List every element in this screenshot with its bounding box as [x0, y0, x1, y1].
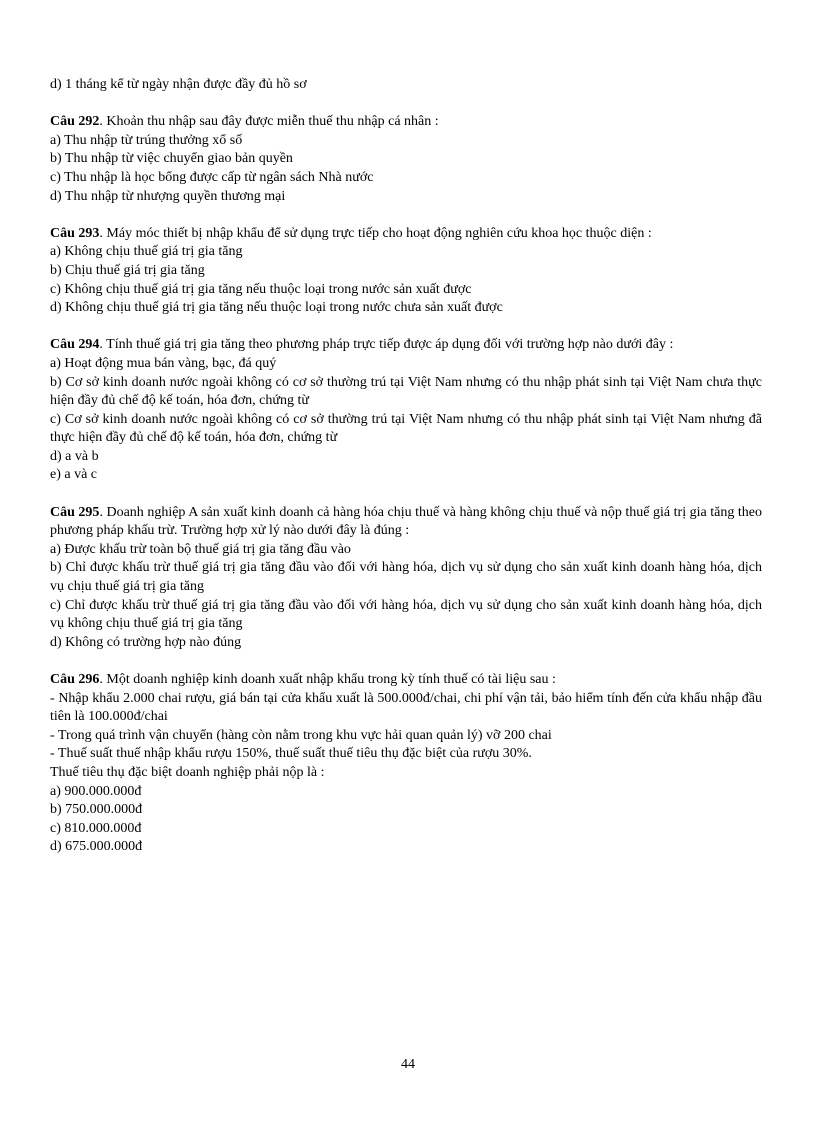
question-text: . Doanh nghiệp A sản xuất kinh doanh cả hàng hóa chịu thuế và hàng không chịu thuế và nộp thuế giá trị gia tăng theo phương pháp khấu trừ. Trường hợp xử lý nào dưới đây là đúng :: [50, 504, 762, 539]
answer-option: d) Không chịu thuế giá trị gia tăng nếu thuộc loại trong nước chưa sản xuất được: [50, 300, 503, 316]
question-detail: - Nhập khẩu 2.000 chai rượu, giá bán tại cửa khẩu xuất là 500.000đ/chai, chi phí vận tải, bảo hiểm tính đến cửa khẩu nhập đầu tiên là 100.000đ/chai: [50, 690, 762, 725]
question-stem: [50, 671, 762, 690]
question-stem: [50, 113, 762, 132]
question-number: Câu 293: [50, 225, 100, 241]
question-number: Câu 295: [50, 504, 100, 520]
answer-option: e) a và c: [50, 467, 98, 483]
question-number: Câu 292: [50, 114, 100, 130]
answer-option: a) Thu nhập từ trúng thưởng xổ số: [50, 132, 243, 148]
question-text: . Máy móc thiết bị nhập khẩu để sử dụng trực tiếp cho hoạt động nghiên cứu khoa học thuộc diện :: [99, 225, 652, 241]
question-294: [50, 336, 762, 485]
answer-option: a) Hoạt động mua bán vàng, bạc, đá quý: [50, 355, 277, 371]
answer-option: b) 750.000.000đ: [50, 802, 143, 818]
leading-answer-line: d) 1 tháng kể từ ngày nhận được đầy đủ hồ sơ: [50, 77, 307, 92]
page-content: [50, 76, 762, 876]
question-detail: - Thuế suất thuế nhập khẩu rượu 150%, thuế suất thuế tiêu thụ đặc biệt của rượu 30%.: [50, 746, 532, 762]
question-296: [50, 671, 762, 857]
answer-option: a) Được khấu trừ toàn bộ thuế giá trị gia tăng đầu vào: [50, 541, 351, 557]
answer-option: c) 810.000.000đ: [50, 820, 142, 836]
answer-option: c) Không chịu thuế giá trị gia tăng nếu thuộc loại trong nước sản xuất được: [50, 281, 472, 297]
answer-option: a) 900.000.000đ: [50, 783, 142, 799]
page-number: 44: [401, 1057, 415, 1072]
question-293: [50, 225, 762, 318]
answer-option: c) Cơ sở kinh doanh nước ngoài không có cơ sở thường trú tại Việt Nam nhưng có thu nhập phát sinh tại Việt Nam nhưng đã thực hiện đầy đủ chế độ kế toán, hóa đơn, chứng từ: [50, 411, 762, 446]
question-stem: [50, 336, 762, 355]
answer-option: a) Không chịu thuế giá trị gia tăng: [50, 244, 243, 260]
answer-option: c) Chỉ được khấu trừ thuế giá trị gia tăng đầu vào đối với hàng hóa, dịch vụ sử dụng cho sản xuất kinh doanh hàng hóa, dịch vụ không chịu thuế giá trị gia tăng: [50, 597, 762, 632]
answer-option: d) Thu nhập từ nhượng quyền thương mại: [50, 188, 286, 204]
answer-option: d) a và b: [50, 448, 99, 464]
question-stem: [50, 225, 762, 244]
answer-option: c) Thu nhập là học bổng được cấp từ ngân sách Nhà nước: [50, 169, 374, 185]
question-text: . Một doanh nghiệp kinh doanh xuất nhập khẩu trong kỳ tính thuế có tài liệu sau :: [99, 672, 556, 687]
answer-option: b) Thu nhập từ việc chuyển giao bản quyền: [50, 151, 293, 167]
question-stem: [50, 504, 762, 541]
question-detail: - Trong quá trình vận chuyển (hàng còn nằm trong khu vực hải quan quản lý) vỡ 200 chai: [50, 727, 552, 743]
question-295: [50, 504, 762, 653]
question-text: . Khoản thu nhập sau đây được miễn thuế thu nhập cá nhân :: [99, 114, 439, 130]
answer-option: b) Cơ sở kinh doanh nước ngoài không có cơ sở thường trú tại Việt Nam nhưng có thu nhập phát sinh tại Việt Nam chưa thực hiện đầy đủ chế độ kế toán, hóa đơn, chứng từ: [50, 374, 762, 409]
question-number: Câu 294: [50, 337, 100, 353]
answer-option: d) 675.000.000đ: [50, 839, 143, 855]
question-number: Câu 296: [50, 672, 100, 687]
question-292: [50, 113, 762, 206]
question-text: . Tính thuế giá trị gia tăng theo phương pháp trực tiếp được áp dụng đối với trường hợp nào dưới đây :: [99, 337, 674, 353]
question-prompt: Thuế tiêu thụ đặc biệt doanh nghiệp phải nộp là :: [50, 764, 325, 780]
answer-option: d) Không có trường hợp nào đúng: [50, 634, 242, 650]
answer-option: b) Chịu thuế giá trị gia tăng: [50, 262, 205, 278]
answer-option: b) Chỉ được khấu trừ thuế giá trị gia tăng đầu vào đối với hàng hóa, dịch vụ sử dụng cho sản xuất kinh doanh hàng hóa, dịch vụ chịu thuế giá trị gia tăng: [50, 560, 762, 595]
